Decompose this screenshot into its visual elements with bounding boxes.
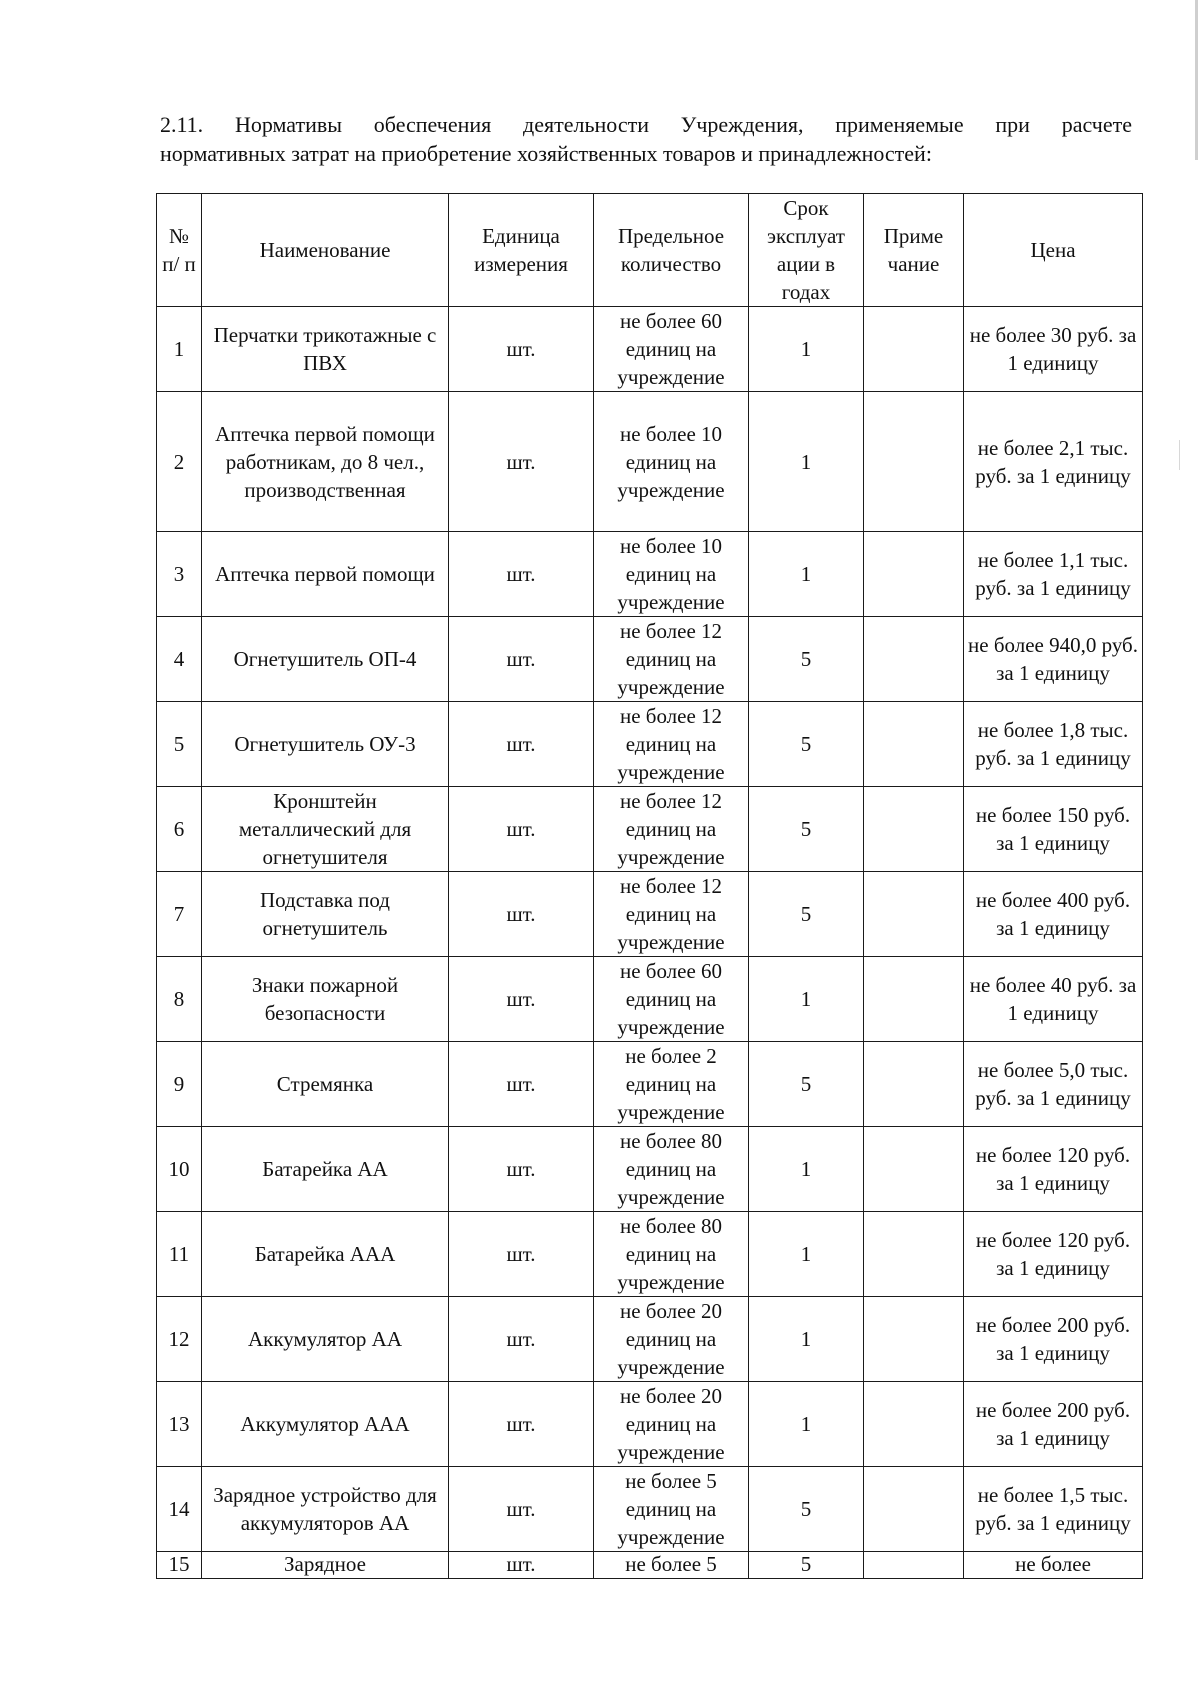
cell-note [864,1297,964,1382]
intro-line-2: нормативных затрат на приобретение хозяйственных товаров и принадлежностей: [160,141,932,166]
cell-num: 4 [157,617,202,702]
cell-term: 1 [749,1127,864,1212]
cell-unit: шт. [449,1127,594,1212]
table-row [157,1042,1143,1127]
cell-num: 5 [157,702,202,787]
table-row [157,1127,1143,1212]
cell-unit: шт. [449,1382,594,1467]
header-note: Приме чание [864,194,964,307]
cell-qty: не более 20 единиц на учреждение [594,1297,749,1382]
cell-name: Огнетушитель ОУ-3 [202,702,449,787]
table-row [157,307,1143,392]
cell-note [864,787,964,872]
cell-note [864,1212,964,1297]
cell-num: 3 [157,532,202,617]
intro-line-1: 2.11. Нормативы обеспечения деятельности Учреждения, применяемые при расчете [160,112,1132,137]
cell-qty: не более 12 единиц на учреждение [594,702,749,787]
cell-price: не более 400 руб. за 1 единицу [964,872,1143,957]
cell-price: не более 150 руб. за 1 единицу [964,787,1143,872]
cell-note [864,1127,964,1212]
cell-name: Аптечка первой помощи работникам, до 8 чел., производственная [202,392,449,532]
cell-name: Перчатки трикотажные с ПВХ [202,307,449,392]
cell-term: 5 [749,702,864,787]
cell-num: 12 [157,1297,202,1382]
cell-name: Зарядное устройство для аккумуляторов АА [202,1467,449,1552]
cell-name: Аккумулятор АА [202,1297,449,1382]
cell-num: 11 [157,1212,202,1297]
cell-num: 8 [157,957,202,1042]
cell-num: 1 [157,307,202,392]
header-price: Цена [964,194,1143,307]
scan-edge-mark [1195,0,1198,160]
cell-num: 14 [157,1467,202,1552]
section-intro-paragraph [160,110,1132,168]
header-name: Наименование [202,194,449,307]
cell-note [864,392,964,532]
cell-term: 1 [749,1382,864,1467]
cell-num: 9 [157,1042,202,1127]
cell-term: 5 [749,1552,864,1579]
cell-price: не более 940,0 руб. за 1 единицу [964,617,1143,702]
cell-num: 7 [157,872,202,957]
cell-price: не более 1,8 тыс. руб. за 1 единицу [964,702,1143,787]
cell-unit: шт. [449,1552,594,1579]
table-row [157,1212,1143,1297]
cell-qty: не более 60 единиц на учреждение [594,307,749,392]
header-term: Срок эксплуат ации в годах [749,194,864,307]
cell-name: Стремянка [202,1042,449,1127]
cell-name: Знаки пожарной безопасности [202,957,449,1042]
norms-table [156,193,1143,1579]
cell-note [864,702,964,787]
cell-name: Батарейка ААА [202,1212,449,1297]
cell-unit: шт. [449,957,594,1042]
cell-qty: не более 12 единиц на учреждение [594,787,749,872]
cell-qty: не более 12 единиц на учреждение [594,617,749,702]
cell-unit: шт. [449,872,594,957]
cell-term: 5 [749,872,864,957]
cell-qty: не более 5 [594,1552,749,1579]
cell-price: не более 2,1 тыс. руб. за 1 единицу [964,392,1143,532]
cell-term: 1 [749,1297,864,1382]
cell-unit: шт. [449,702,594,787]
table-row [157,787,1143,872]
cell-note [864,1467,964,1552]
cell-note [864,307,964,392]
cell-price: не более 120 руб. за 1 единицу [964,1127,1143,1212]
cell-num: 6 [157,787,202,872]
cell-qty: не более 80 единиц на учреждение [594,1212,749,1297]
header-unit: Единица измерения [449,194,594,307]
table-row [157,532,1143,617]
cell-unit: шт. [449,1467,594,1552]
table-row [157,957,1143,1042]
header-qty: Предельное количество [594,194,749,307]
cell-qty: не более 10 единиц на учреждение [594,532,749,617]
cell-note [864,957,964,1042]
cell-note [864,1552,964,1579]
cell-name: Кронштейн металлический для огнетушителя [202,787,449,872]
cell-note [864,617,964,702]
header-num: № п/ п [157,194,202,307]
cell-qty: не более 60 единиц на учреждение [594,957,749,1042]
cell-qty: не более 2 единиц на учреждение [594,1042,749,1127]
cell-note [864,1042,964,1127]
cell-qty: не более 5 единиц на учреждение [594,1467,749,1552]
cell-name: Подставка под огнетушитель [202,872,449,957]
table-row [157,617,1143,702]
cell-note [864,872,964,957]
table-row [157,1467,1143,1552]
cell-num: 2 [157,392,202,532]
cell-term: 1 [749,532,864,617]
table-row [157,1552,1143,1579]
cell-num: 10 [157,1127,202,1212]
cell-term: 5 [749,787,864,872]
cell-price: не более 1,1 тыс. руб. за 1 единицу [964,532,1143,617]
scan-edge-mark [1179,440,1180,470]
cell-term: 1 [749,957,864,1042]
cell-unit: шт. [449,532,594,617]
cell-price: не более 200 руб. за 1 единицу [964,1382,1143,1467]
cell-unit: шт. [449,1297,594,1382]
cell-term: 1 [749,1212,864,1297]
cell-term: 5 [749,1467,864,1552]
cell-num: 15 [157,1552,202,1579]
cell-name: Аптечка первой помощи [202,532,449,617]
cell-unit: шт. [449,392,594,532]
cell-term: 5 [749,1042,864,1127]
cell-price: не более 120 руб. за 1 единицу [964,1212,1143,1297]
cell-term: 5 [749,617,864,702]
cell-unit: шт. [449,1212,594,1297]
cell-qty: не более 20 единиц на учреждение [594,1382,749,1467]
cell-price: не более 5,0 тыс. руб. за 1 единицу [964,1042,1143,1127]
table-row [157,1297,1143,1382]
cell-note [864,532,964,617]
table-row [157,872,1143,957]
cell-price: не более 30 руб. за 1 единицу [964,307,1143,392]
cell-qty: не более 80 единиц на учреждение [594,1127,749,1212]
cell-unit: шт. [449,617,594,702]
cell-price: не более 200 руб. за 1 единицу [964,1297,1143,1382]
cell-term: 1 [749,307,864,392]
table-row [157,1382,1143,1467]
cell-unit: шт. [449,787,594,872]
table-row [157,392,1143,532]
cell-unit: шт. [449,307,594,392]
cell-qty: не более 12 единиц на учреждение [594,872,749,957]
table-row [157,702,1143,787]
cell-unit: шт. [449,1042,594,1127]
cell-term: 1 [749,392,864,532]
table-header-row [157,194,1143,307]
cell-name: Батарейка АА [202,1127,449,1212]
cell-name: Огнетушитель ОП-4 [202,617,449,702]
cell-note [864,1382,964,1467]
cell-name: Аккумулятор ААА [202,1382,449,1467]
cell-price: не более 40 руб. за 1 единицу [964,957,1143,1042]
cell-price: не более 1,5 тыс. руб. за 1 единицу [964,1467,1143,1552]
cell-price: не более [964,1552,1143,1579]
cell-name: Зарядное [202,1552,449,1579]
cell-num: 13 [157,1382,202,1467]
cell-qty: не более 10 единиц на учреждение [594,392,749,532]
